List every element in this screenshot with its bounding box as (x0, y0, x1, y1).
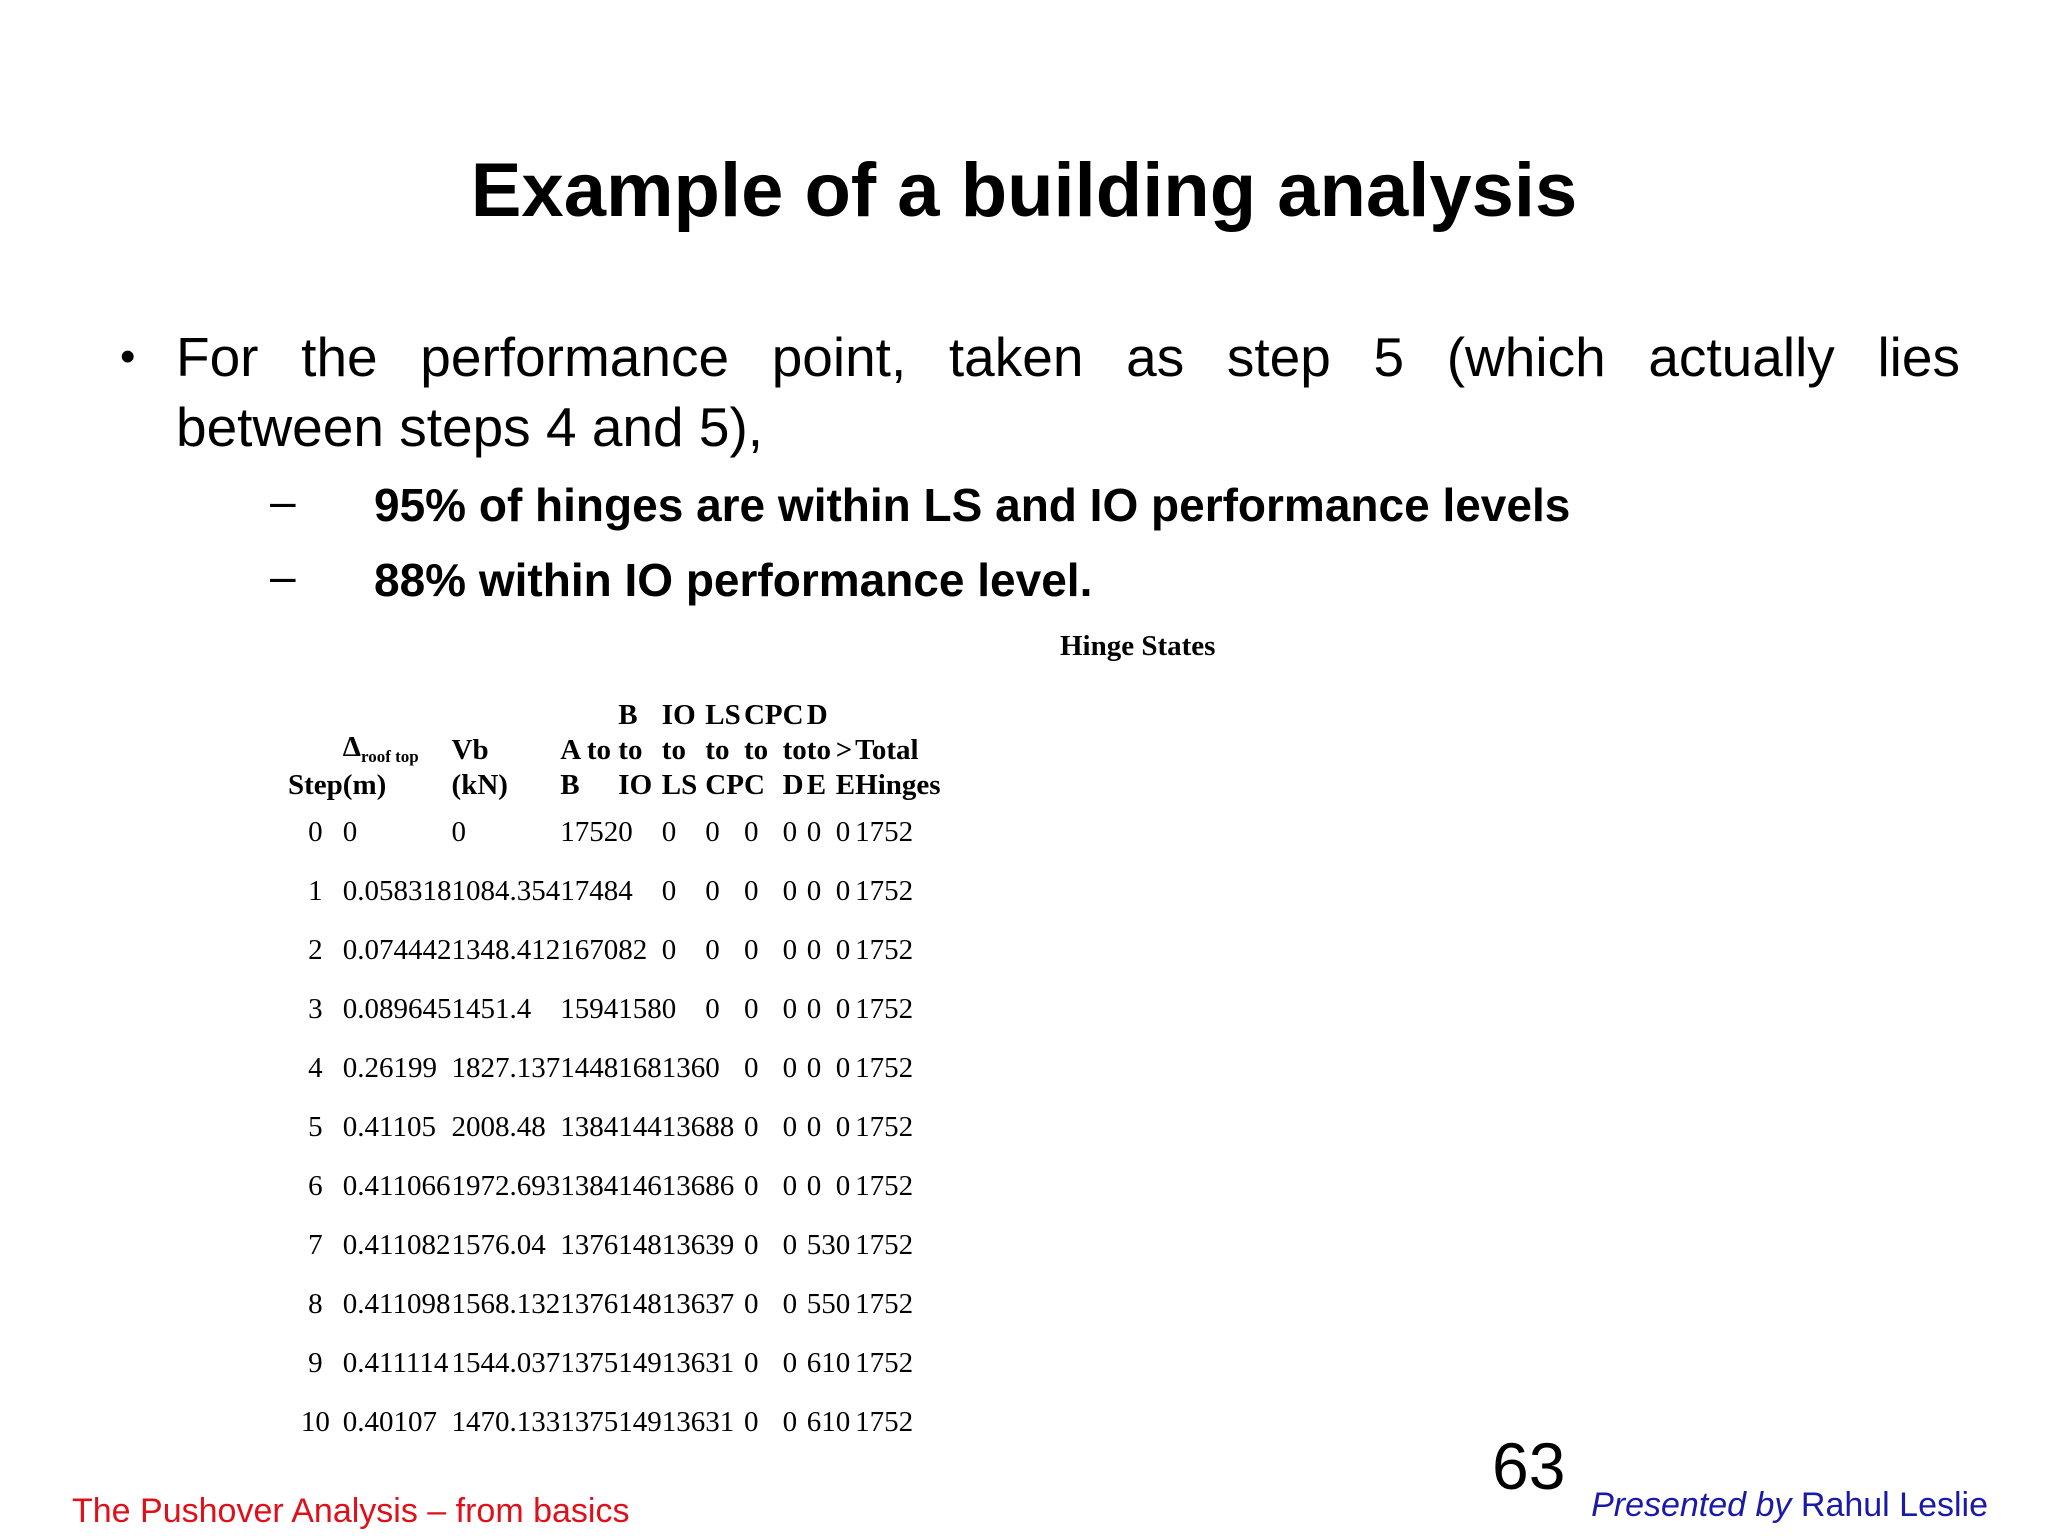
table-header-row (288, 698, 941, 803)
table-cell: 0 (308, 816, 323, 848)
table-cell: 149 (618, 1406, 662, 1438)
table-cell: 0 (743, 1347, 759, 1379)
table-cell: 1544.037 (451, 1347, 561, 1379)
table-cell: 0 (705, 1052, 720, 1084)
table-cell: 158 (618, 993, 662, 1025)
table-cell: 0.089645 (342, 993, 452, 1025)
table-cell: 136 (661, 1406, 706, 1438)
bullet-dot: • (120, 332, 136, 381)
table-cell: 1384 (560, 1111, 619, 1143)
table-cell: 1752 (560, 816, 619, 848)
table-row (288, 803, 941, 862)
table-cell: 0 (782, 1406, 798, 1438)
table-cell: 86 (705, 1170, 735, 1202)
table-cell: 144 (618, 1111, 662, 1143)
table-cell: 0 (743, 1229, 759, 1261)
table-cell: 1670 (560, 934, 619, 966)
table-cell: 2008.48 (451, 1111, 546, 1143)
table-cell: 0.411114 (342, 1347, 449, 1379)
table-cell: 148 (618, 1288, 662, 1320)
table-cell: 1348.412 (451, 934, 561, 966)
table-cell: 149 (618, 1347, 662, 1379)
table-cell: 0 (743, 1406, 759, 1438)
table-cell: 0 (782, 1347, 798, 1379)
header-c-to-d: C to D (782, 699, 807, 801)
table-cell: 1576.04 (451, 1229, 546, 1261)
table-cell: 6 (308, 1170, 323, 1202)
table-cell: 31 (705, 1406, 735, 1438)
table-cell: 0.40107 (342, 1406, 438, 1438)
table-cell: 0 (835, 993, 851, 1025)
table-cell: 0.41105 (342, 1111, 436, 1143)
table-cell: 53 (806, 1229, 836, 1261)
table-cell: 8 (308, 1288, 323, 1320)
table-cell: 136 (661, 1052, 706, 1084)
table-cell: 0 (661, 934, 677, 966)
slide-title: Example of a building analysis (470, 148, 1578, 233)
table-cell: 0 (806, 1111, 822, 1143)
table-cell: 0.411066 (342, 1170, 451, 1202)
table-row (288, 862, 941, 921)
dash-icon: – (270, 475, 296, 527)
table-cell: 1752 (855, 1111, 914, 1143)
table-cell: 1084.354 (451, 875, 561, 907)
table-cell: 0.074442 (342, 934, 452, 966)
table-cell: 1448 (560, 1052, 619, 1084)
table-cell: 0 (743, 1111, 759, 1143)
table-cell: 0 (743, 816, 759, 848)
table-cell: 0 (835, 1170, 851, 1202)
table-cell: 1752 (855, 1406, 914, 1438)
table-cell: 0 (782, 993, 798, 1025)
table-cell: 136 (661, 1288, 706, 1320)
table-cell: 0.411098 (342, 1288, 451, 1320)
table-cell: 1752 (855, 934, 914, 966)
table-cell: 0 (782, 1111, 798, 1143)
table-row (288, 980, 941, 1039)
table-cell: 148 (618, 1229, 662, 1261)
table-row (288, 1334, 941, 1393)
table-row (288, 1157, 941, 1216)
table-cell: 0 (835, 1288, 851, 1320)
table-row (288, 921, 941, 980)
dash-icon: – (270, 550, 296, 602)
header-io-to-ls: IO to LS (661, 699, 698, 801)
table-cell: 0 (806, 1170, 822, 1202)
table-cell: 0 (705, 934, 720, 966)
table-cell: 136 (661, 1229, 706, 1261)
table-cell: 0 (806, 816, 822, 848)
table-cell: 1 (308, 875, 323, 907)
table-cell: 0 (782, 1052, 798, 1084)
table-cell: 0 (743, 1288, 759, 1320)
header-d-to-e: D to E (806, 699, 831, 801)
footer-presenter (1591, 1486, 1988, 1525)
table-body (288, 803, 941, 1452)
header-b-to-io: B to IO (618, 699, 653, 801)
header-cp-to-c: CP to C (743, 699, 783, 801)
table-cell: 0 (705, 993, 720, 1025)
table-cell: 0 (835, 1406, 851, 1438)
table-cell: 168 (618, 1052, 662, 1084)
table-cell: 0 (743, 934, 759, 966)
table-cell: 0 (661, 875, 677, 907)
header-total-hinges: Total Hinges (855, 734, 941, 801)
table-cell: 0.411082 (342, 1229, 451, 1261)
table-cell: 82 (618, 934, 648, 966)
table-cell: 1451.4 (451, 993, 532, 1025)
table-cell: 1752 (855, 1170, 914, 1202)
table-cell: 0 (661, 816, 677, 848)
table-cell: 0 (782, 1229, 798, 1261)
table-cell: 1827.137 (451, 1052, 561, 1084)
table-row (288, 1039, 941, 1098)
table-row (288, 1275, 941, 1334)
bullet-text (176, 322, 1960, 462)
table-cell: 1375 (560, 1406, 619, 1438)
hinge-states-table (288, 698, 941, 1452)
table-cell: 10 (300, 1406, 330, 1438)
table-cell: 2 (308, 934, 323, 966)
bullet-line-1: For the performance point, taken as step 5 (which actually lies (176, 326, 1960, 388)
table-cell: 0 (835, 934, 851, 966)
header-step: Step (288, 769, 343, 801)
table-cell: 1752 (855, 1229, 914, 1261)
table-cell: 3 (308, 993, 323, 1025)
presenter-name: Rahul Leslie (1791, 1486, 1988, 1524)
table-cell: 0 (661, 993, 677, 1025)
table-cell: 1594 (560, 993, 619, 1025)
table-cell: 136 (661, 1111, 706, 1143)
header-a-to-b: A to B (560, 734, 612, 801)
header-ls-to-cp: LS to CP (705, 699, 744, 801)
table-cell: 0 (705, 875, 720, 907)
table-cell: 88 (705, 1111, 735, 1143)
table-cell: 1470.133 (451, 1406, 561, 1438)
table-cell: 37 (705, 1288, 735, 1320)
header-beyond-e: > E (835, 734, 856, 801)
table-cell: 0 (806, 993, 822, 1025)
table-cell: 136 (661, 1170, 706, 1202)
table-cell: 0 (451, 816, 467, 848)
table-cell: 0 (618, 816, 633, 848)
footer-course-title: The Pushover Analysis – from basics (72, 1492, 630, 1530)
table-cell: 0 (782, 875, 798, 907)
table-cell: 136 (661, 1347, 706, 1379)
header-vb: Vb (kN) (451, 734, 508, 801)
table-cell: 31 (705, 1347, 735, 1379)
table-cell: 1752 (855, 875, 914, 907)
table-cell: 1752 (855, 993, 914, 1025)
table-cell: 1375 (560, 1347, 619, 1379)
table-cell: 1752 (855, 1052, 914, 1084)
table-cell: 1376 (560, 1229, 619, 1261)
table-cell: 4 (618, 875, 633, 907)
table-cell: 0 (743, 993, 759, 1025)
table-cell: 0 (782, 1170, 798, 1202)
table-cell: 0 (806, 934, 822, 966)
table-cell: 61 (806, 1406, 836, 1438)
table-cell: 0 (743, 1052, 759, 1084)
table-cell: 0.058318 (342, 875, 452, 907)
table-cell: 0 (743, 1170, 759, 1202)
table-cell: 0 (342, 816, 358, 848)
presented-by-label: Presented by (1591, 1486, 1792, 1524)
table-cell: 146 (618, 1170, 662, 1202)
hinge-states-title: Hinge States (1060, 630, 1216, 662)
header-delta: $\Delta_{roof top}$ (m) (342, 731, 419, 801)
table-cell: 0 (782, 816, 798, 848)
table-cell: 0 (782, 1288, 798, 1320)
page-number: 63 (1492, 1429, 1566, 1503)
table-cell: 1568.132 (451, 1288, 561, 1320)
table-cell: 0 (835, 1229, 851, 1261)
table-cell: 1972.693 (451, 1170, 561, 1202)
table-row (288, 1216, 941, 1275)
table-cell: 1384 (560, 1170, 619, 1202)
table-cell: 0 (835, 875, 851, 907)
table-cell: 1752 (855, 1288, 914, 1320)
table-cell: 55 (806, 1288, 836, 1320)
table-cell: 0 (782, 934, 798, 966)
table-cell: 61 (806, 1347, 836, 1379)
table-cell: 1748 (560, 875, 619, 907)
table-cell: 7 (308, 1229, 323, 1261)
table-cell: 0 (835, 1111, 851, 1143)
table-cell: 0.26199 (342, 1052, 438, 1084)
sub-bullet-text: 95% of hinges are within LS and IO performance levels (374, 479, 1571, 531)
main-bullet (120, 322, 1960, 462)
table-cell: 0 (835, 1052, 851, 1084)
table-cell: 0 (806, 875, 822, 907)
table-cell: 1752 (855, 1347, 914, 1379)
table-cell: 39 (705, 1229, 735, 1261)
table-cell: 4 (308, 1052, 323, 1084)
table-row (288, 1098, 941, 1157)
table-cell: 5 (308, 1111, 323, 1143)
table-cell: 0 (835, 816, 851, 848)
sub-bullet-text: 88% within IO performance level. (374, 554, 1093, 606)
table-cell: 9 (308, 1347, 323, 1379)
table-cell: 0 (743, 875, 759, 907)
table-cell: 0 (835, 1347, 851, 1379)
table-cell: 1752 (855, 816, 914, 848)
table-cell: 1376 (560, 1288, 619, 1320)
table-cell: 0 (705, 816, 720, 848)
table-cell: 0 (806, 1052, 822, 1084)
bullet-line-2: between steps 4 and 5), (176, 396, 764, 458)
table-row (288, 1393, 941, 1452)
